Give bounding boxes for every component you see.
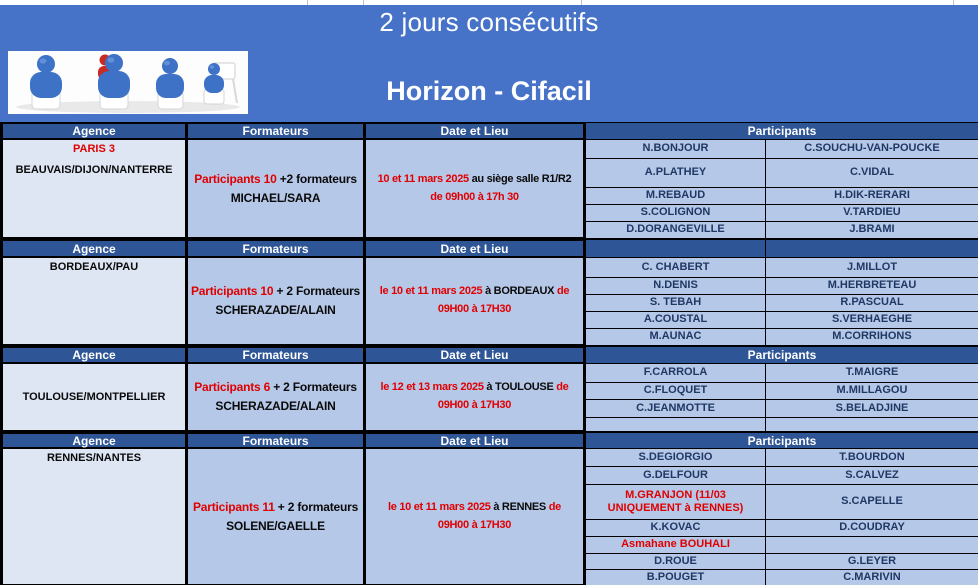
participant-cell: G.DELFOUR bbox=[586, 467, 765, 485]
agency-name: RENNES/NANTES bbox=[46, 452, 142, 464]
participant-cell: N.BONJOUR bbox=[586, 140, 765, 159]
participant-cell: S.DEGIORGIO bbox=[586, 449, 765, 467]
participants-count: Participants 10 bbox=[190, 284, 274, 299]
formateurs-suffix: + 2 formateurs bbox=[274, 499, 359, 514]
formateurs-names: SCHERAZADE/ALAIN bbox=[215, 399, 336, 413]
participant-cell: A.PLATHEY bbox=[586, 159, 765, 188]
date-lieu-cell: le 10 et 11 mars 2025 à BORDEAUX de 09H00 à 17H30 bbox=[366, 258, 586, 346]
column-header-formateurs: Formateurs bbox=[188, 346, 366, 364]
date-range: le 10 et 11 mars 2025 bbox=[388, 500, 491, 513]
location-text: à BORDEAUX bbox=[482, 285, 557, 298]
formateurs-suffix: + 2 Formateurs bbox=[273, 284, 361, 299]
participant-cell: T.MAIGRE bbox=[765, 364, 978, 383]
date-range: le 12 et 13 mars 2025 bbox=[380, 381, 484, 394]
participant-cell: J.MILLOT bbox=[765, 258, 978, 278]
participant-cell: C.JEANMOTTE bbox=[586, 400, 765, 418]
agency-cell bbox=[0, 364, 188, 432]
column-header-formateurs: Formateurs bbox=[188, 432, 366, 449]
formateurs-names: SCHERAZADE/ALAIN bbox=[215, 303, 336, 317]
date-lieu-cell: le 10 et 11 mars 2025 à RENNES de 09H00 à 17H30 bbox=[366, 449, 586, 585]
column-header-agence: Agence bbox=[0, 122, 188, 140]
participant-cell-empty bbox=[765, 537, 978, 554]
column-header-formateurs: Formateurs bbox=[188, 122, 366, 140]
date-range: le 10 et 11 mars 2025 bbox=[379, 285, 483, 298]
participant-cell: A.COUSTAL bbox=[586, 312, 765, 329]
course-title: Horizon - Cifacil bbox=[386, 76, 592, 106]
participant-cell: T.BOURDON bbox=[765, 449, 978, 467]
title-banner bbox=[0, 5, 978, 122]
participant-cell: B.POUGET bbox=[586, 570, 765, 585]
participant-cell: S.CAPELLE bbox=[765, 485, 978, 520]
participant-cell: S.CALVEZ bbox=[765, 467, 978, 485]
column-header-date-lieu: Date et Lieu bbox=[366, 239, 586, 258]
date-lieu-cell: le 12 et 13 mars 2025 à TOULOUSE de 09H00 à 17H30 bbox=[366, 364, 586, 432]
participant-cell: C.SOUCHU-VAN-POUCKE bbox=[765, 140, 978, 159]
formateurs-names: MICHAEL/SARA bbox=[230, 190, 321, 205]
agency-cell bbox=[0, 258, 188, 346]
agency-name: TOULOUSE/MONTPELLIER bbox=[22, 391, 166, 403]
participants-header-blank bbox=[765, 239, 978, 258]
participant-cell: C.MARIVIN bbox=[765, 570, 978, 585]
participant-cell: S.VERHAEGHE bbox=[765, 312, 978, 329]
participants-header-blank bbox=[586, 239, 765, 258]
participants-count: Participants 6 bbox=[194, 380, 271, 395]
participant-cell: M.AUNAC bbox=[586, 329, 765, 346]
agency-name: BEAUVAIS/DIJON/NANTERRE bbox=[15, 164, 173, 176]
time-range: 09H00 à 17H30 bbox=[437, 399, 512, 411]
participant-cell-empty bbox=[765, 418, 978, 432]
time-range: de 09h00 à 17h 30 bbox=[430, 190, 519, 203]
participant-cell: S. TEBAH bbox=[586, 295, 765, 312]
section-rennes-nantes bbox=[0, 432, 978, 585]
participant-cell: M.REBAUD bbox=[586, 188, 765, 205]
section-bordeaux-pau bbox=[0, 239, 978, 346]
column-header-agence: Agence bbox=[0, 239, 188, 258]
column-header-date-lieu: Date et Lieu bbox=[366, 432, 586, 449]
participant-cell: C.VIDAL bbox=[765, 159, 978, 188]
date-lieu-cell bbox=[366, 140, 586, 239]
participant-cell: N.DENIS bbox=[586, 278, 765, 295]
participant-cell: M.CORRIHONS bbox=[765, 329, 978, 346]
participant-cell: S.BELADJINE bbox=[765, 400, 978, 418]
participants-count: Participants 10 bbox=[194, 171, 277, 186]
section-toulouse-montpellier bbox=[0, 346, 978, 432]
formateurs-suffix: + 2 Formateurs bbox=[270, 380, 357, 395]
agency-cell bbox=[0, 140, 188, 239]
participant-cell: D.COUDRAY bbox=[765, 520, 978, 537]
participant-cell: M.MILLAGOU bbox=[765, 383, 978, 400]
page-title: 2 jours consécutifs bbox=[379, 7, 599, 37]
participant-cell: M.HERBRETEAU bbox=[765, 278, 978, 295]
participant-cell: D.DORANGEVILLE bbox=[586, 222, 765, 239]
participant-cell: C. CHABERT bbox=[586, 258, 765, 278]
location-text: à TOULOUSE bbox=[483, 381, 557, 394]
formateurs-cell bbox=[188, 364, 366, 432]
agency-name: BORDEAUX/PAU bbox=[49, 261, 139, 273]
participant-cell: H.DIK-RERARI bbox=[765, 188, 978, 205]
formateurs-cell bbox=[188, 449, 366, 585]
participant-cell: V.TARDIEU bbox=[765, 205, 978, 222]
participant-cell: D.ROUE bbox=[586, 554, 765, 570]
column-header-date-lieu: Date et Lieu bbox=[366, 346, 586, 364]
participant-cell-note: Asmahane BOUHALI bbox=[586, 537, 765, 554]
formateurs-suffix: +2 formateurs bbox=[276, 171, 357, 186]
column-header-agence: Agence bbox=[0, 432, 188, 449]
agency-cell bbox=[0, 449, 188, 585]
participant-cell: C.FLOQUET bbox=[586, 383, 765, 400]
column-header-agence: Agence bbox=[0, 346, 188, 364]
formateurs-names: SOLENE/GAELLE bbox=[226, 518, 325, 533]
agency-highlight: PARIS 3 bbox=[73, 143, 115, 155]
participant-cell: K.KOVAC bbox=[586, 520, 765, 537]
formateurs-cell bbox=[188, 258, 366, 346]
column-header-participants: Participants bbox=[586, 122, 978, 140]
location-text: au siège salle R1/R2 bbox=[468, 172, 572, 185]
participant-cell-note: M.GRANJON (11/03 UNIQUEMENT à RENNES) bbox=[586, 485, 765, 520]
participant-cell: F.CARROLA bbox=[586, 364, 765, 383]
date-range: 10 et 11 mars 2025 bbox=[377, 172, 469, 185]
location-text: à RENNES bbox=[490, 500, 549, 513]
column-header-date-lieu: Date et Lieu bbox=[366, 122, 586, 140]
participant-cell: G.LEYER bbox=[765, 554, 978, 570]
column-header-formateurs: Formateurs bbox=[188, 239, 366, 258]
participants-count: Participants 11 bbox=[192, 499, 275, 514]
column-header-participants: Participants bbox=[586, 346, 978, 364]
participant-cell-empty bbox=[586, 418, 765, 432]
section-paris3 bbox=[0, 122, 978, 239]
time-range: 09H00 à 17H30 bbox=[437, 303, 512, 315]
participant-cell: J.BRAMI bbox=[765, 222, 978, 239]
participant-cell: S.COLIGNON bbox=[586, 205, 765, 222]
formateurs-cell bbox=[188, 140, 366, 239]
column-header-participants: Participants bbox=[586, 432, 978, 449]
time-range: 09H00 à 17H30 bbox=[437, 518, 512, 531]
participant-cell: R.PASCUAL bbox=[765, 295, 978, 312]
